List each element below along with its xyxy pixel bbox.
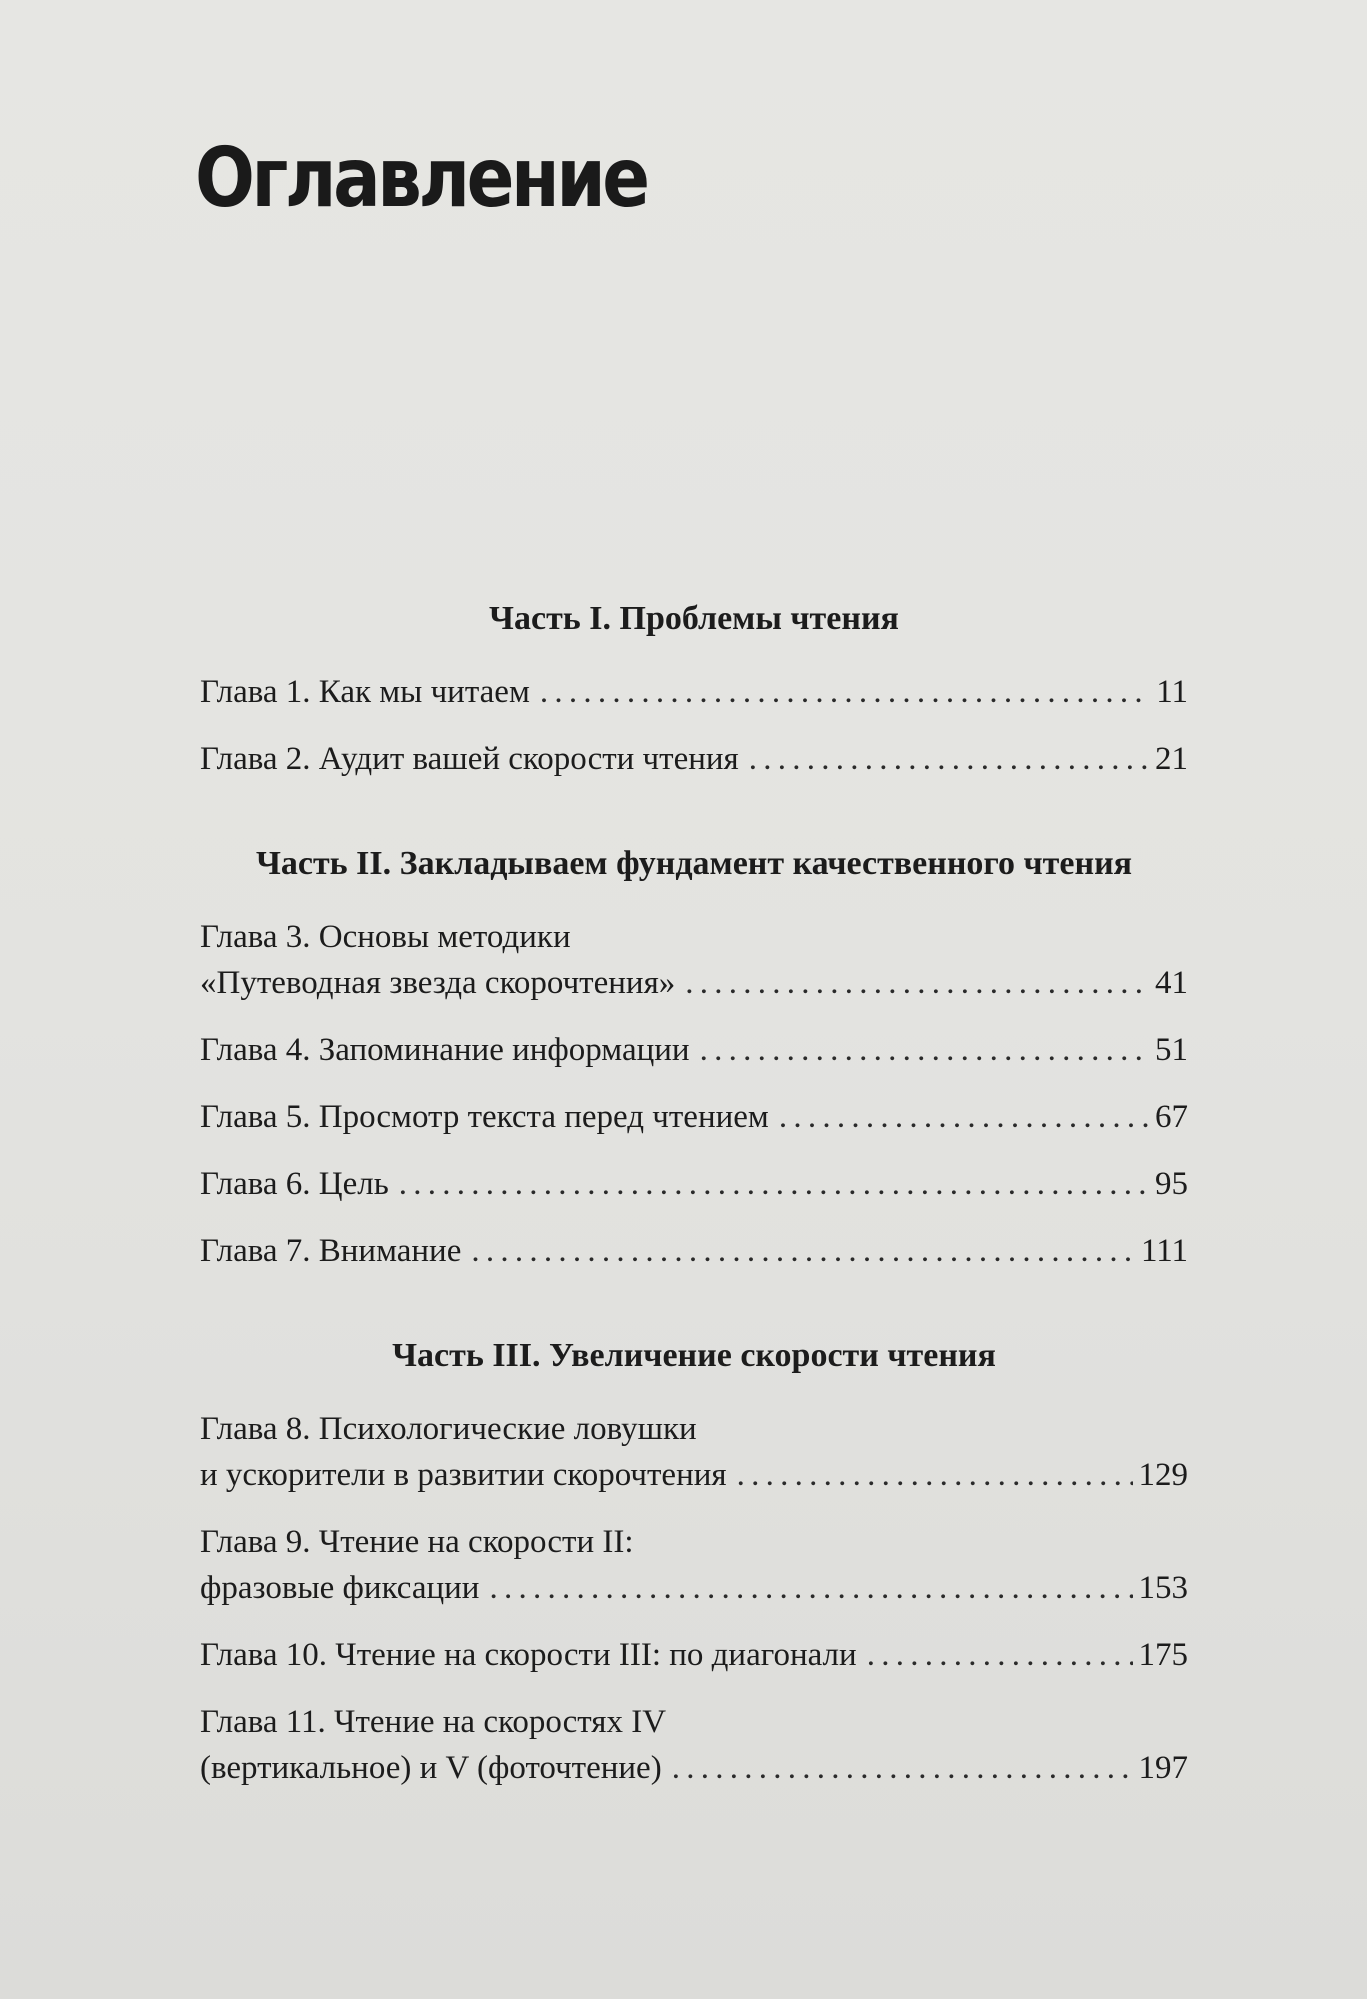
toc-entry: [200, 1519, 1188, 1611]
entry-line: [200, 1745, 1188, 1791]
dot-leader: [672, 1745, 1133, 1791]
toc-part: [200, 840, 1188, 1274]
chapter-title: Глава 6. Цель: [200, 1166, 389, 1202]
toc-entry: [200, 736, 1188, 782]
chapter-title-line: Глава 3. Основы методики: [200, 919, 571, 955]
entry-line: [200, 669, 1188, 715]
toc-part: [200, 1332, 1188, 1791]
dot-leader: [867, 1632, 1133, 1678]
part-title: Часть I. Проблемы чтения: [489, 600, 899, 637]
chapter-title: (вертикальное) и V (фоточтение): [200, 1750, 662, 1786]
chapter-title: и ускорители в развитии скорочтения: [200, 1457, 727, 1493]
chapter-title: фразовые фиксации: [200, 1570, 480, 1606]
page-number: 51: [1155, 1032, 1188, 1068]
chapter-title: «Путеводная звезда скорочтения»: [200, 965, 676, 1001]
dot-leader: [737, 1452, 1133, 1498]
page-title: Оглавление: [195, 131, 647, 226]
dot-leader: [779, 1094, 1149, 1140]
page-number: 41: [1155, 965, 1188, 1001]
part-title: Часть II. Закладываем фундамент качественного чтения: [255, 845, 1133, 882]
dot-leader: [749, 736, 1149, 782]
toc-entry: [200, 1094, 1188, 1140]
entry-line: [200, 960, 1188, 1006]
dot-leader: [685, 960, 1149, 1006]
toc-entry: [200, 1161, 1188, 1207]
dot-leader: [399, 1161, 1149, 1207]
chapter-title: Глава 7. Внимание: [200, 1233, 462, 1269]
toc-entry: [200, 1406, 1188, 1498]
dot-leader: [700, 1027, 1149, 1073]
page-number: 197: [1138, 1750, 1188, 1786]
toc-part: [200, 595, 1188, 782]
entry-line: [200, 1161, 1188, 1207]
toc-entry: [200, 1699, 1188, 1791]
entry-line: [200, 1228, 1188, 1274]
toc-entry: [200, 914, 1188, 1006]
page-number: 175: [1138, 1637, 1188, 1673]
part-title: Часть III. Увеличение скорости чтения: [392, 1337, 996, 1374]
chapter-title-line: Глава 11. Чтение на скоростях IV: [200, 1704, 667, 1740]
entry-line: [200, 1565, 1188, 1611]
page-number: 21: [1155, 741, 1188, 777]
entry-line: [200, 1452, 1188, 1498]
chapter-title-line: Глава 8. Психологические ловушки: [200, 1411, 697, 1447]
table-of-contents: [200, 595, 1188, 1849]
toc-entry: [200, 669, 1188, 715]
toc-entry: [200, 1632, 1188, 1678]
entry-line: [200, 1027, 1188, 1073]
dot-leader: [489, 1565, 1132, 1611]
chapter-title: Глава 4. Запоминание информации: [200, 1032, 690, 1068]
chapter-title: Глава 1. Как мы читаем: [200, 674, 530, 710]
dot-leader: [471, 1228, 1135, 1274]
page-number: 11: [1156, 674, 1188, 710]
page-number: 153: [1138, 1570, 1188, 1606]
toc-entry: [200, 1027, 1188, 1073]
page-number: 95: [1155, 1166, 1188, 1202]
page-number: 129: [1138, 1457, 1188, 1493]
dot-leader: [540, 669, 1150, 715]
page-number: 111: [1140, 1233, 1188, 1269]
toc-entry: [200, 1228, 1188, 1274]
entry-line: [200, 736, 1188, 782]
entry-line: [200, 1632, 1188, 1678]
chapter-title: Глава 2. Аудит вашей скорости чтения: [200, 741, 739, 777]
chapter-title: Глава 5. Просмотр текста перед чтением: [200, 1099, 769, 1135]
page-number: 67: [1155, 1099, 1188, 1135]
entry-line: [200, 1094, 1188, 1140]
chapter-title: Глава 10. Чтение на скорости III: по диагонали: [200, 1637, 857, 1673]
chapter-title-line: Глава 9. Чтение на скорости II:: [200, 1524, 634, 1560]
